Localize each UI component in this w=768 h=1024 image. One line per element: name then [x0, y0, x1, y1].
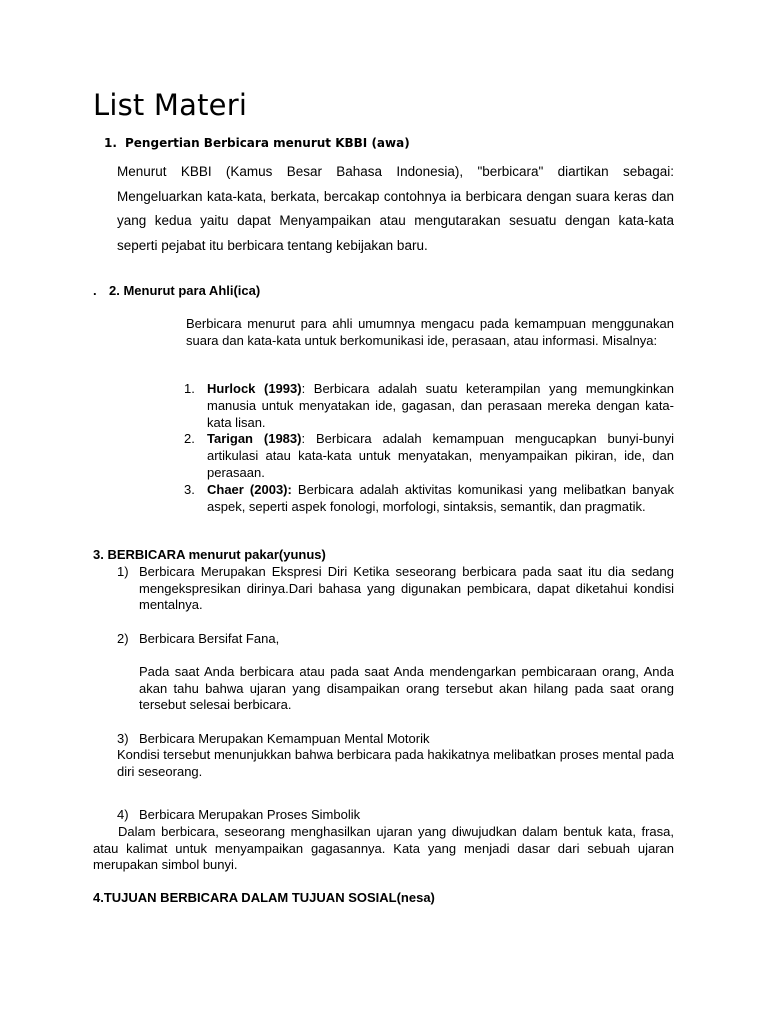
list-item-number: 3)	[117, 731, 129, 746]
list-item-text: Berbicara Merupakan Ekspresi Diri Ketika seseorang berbicara pada saat itu dia sedang mengekspresikan dirinya.Dari bahasa yang digunakan pembicara, dapat diketahui kondisi mentalnya.	[139, 564, 674, 612]
list-item-text: Berbicara Bersifat Fana,	[139, 631, 280, 646]
expert-definition: : Berbicara adalah suatu keterampilan yang memungkinkan manusia untuk menyatakan ide, gagasan, dan perasaan mereka dengan kata-kata lisan.	[207, 381, 674, 430]
list-item-number: 3.	[184, 481, 195, 497]
section-3-item-3	[117, 731, 674, 748]
section-2-heading	[93, 283, 260, 298]
section-3-item-1	[117, 564, 674, 614]
list-item-number: 1.	[184, 381, 195, 396]
list-item-text: Berbicara Merupakan Kemampuan Mental Motorik	[139, 731, 430, 746]
section-3-item-4	[117, 807, 674, 824]
section-4-heading: 4.TUJUAN BERBICARA DALAM TUJUAN SOSIAL(nesa)	[93, 890, 435, 905]
experts-list	[184, 381, 674, 515]
list-item	[184, 482, 674, 516]
expert-name: Tarigan (1983)	[207, 431, 302, 447]
page-title: List Materi	[93, 88, 248, 122]
list-item-number: 1)	[117, 564, 129, 579]
section-1-paragraph: Menurut KBBI (Kamus Besar Bahasa Indonesia), "berbicara" diartikan sebagai: Mengeluarkan kata-kata, berkata, bercakap contohnya ia berbicara dengan suara keras dan yang kedua yaitu dapat Menyampaikan atau mengutarakan sesuatu dengan kata-kata seperti pejabat itu berbicara tentang kebijakan baru.	[117, 164, 674, 253]
section-3-heading: 3. BERBICARA menurut pakar(yunus)	[93, 547, 326, 562]
list-item-text: Berbicara Merupakan Proses Simbolik	[139, 807, 361, 822]
list-item-number: 2)	[117, 631, 129, 646]
section-3-item-2	[117, 631, 674, 648]
section-1-heading-text: Pengertian Berbicara menurut KBBI (awa)	[125, 136, 410, 150]
list-item	[184, 381, 674, 431]
list-item	[184, 431, 674, 481]
section-3-item-4-paragraph: Dalam berbicara, seseorang menghasilkan ujaran yang diwujudkan dalam bentuk kata, frasa, atau kalimat untuk menyampaikan gagasannya. Kata yang menjadi dasar dari sebuah ujaran merupakan simbol bunyi.	[93, 824, 674, 872]
section-3-item-2-paragraph: Pada saat Anda berbicara atau pada saat Anda mendengarkan pembicaraan orang, Anda akan tahu bahwa ujaran yang disampaikan orang tersebut akan hilang pada saat orang tersebut selesai berbicara.	[139, 664, 674, 712]
expert-definition: Berbicara adalah aktivitas komunikasi yang melibatkan banyak aspek, seperti aspek fonologi, morfologi, sintaksis, semantik, dan pragmatik.	[207, 481, 675, 514]
expert-name: Chaer (2003):	[207, 481, 292, 497]
section-2-heading-text: 2. Menurut para Ahli(ica)	[109, 283, 261, 298]
expert-name: Hurlock (1993)	[207, 381, 302, 396]
section-2-intro: Berbicara menurut para ahli umumnya mengacu pada kemampuan menggunakan suara dan kata-kata untuk berkomunikasi ide, perasaan, atau informasi. Misalnya:	[186, 316, 674, 348]
section-2-prefix: .	[93, 283, 97, 298]
list-item-number: 4)	[117, 807, 129, 822]
section-1-number: 1.	[104, 136, 117, 150]
list-item-number: 2.	[184, 431, 195, 447]
section-1-heading	[104, 136, 410, 150]
section-3-item-3-paragraph: Kondisi tersebut menunjukkan bahwa berbicara pada hakikatnya melibatkan proses mental pada diri seseorang.	[117, 747, 674, 779]
expert-definition: : Berbicara adalah kemampuan mengucapkan bunyi-bunyi artikulasi atau kata-kata untuk menyatakan, menyampaikan pikiran, ide, dan perasaan.	[207, 431, 674, 480]
